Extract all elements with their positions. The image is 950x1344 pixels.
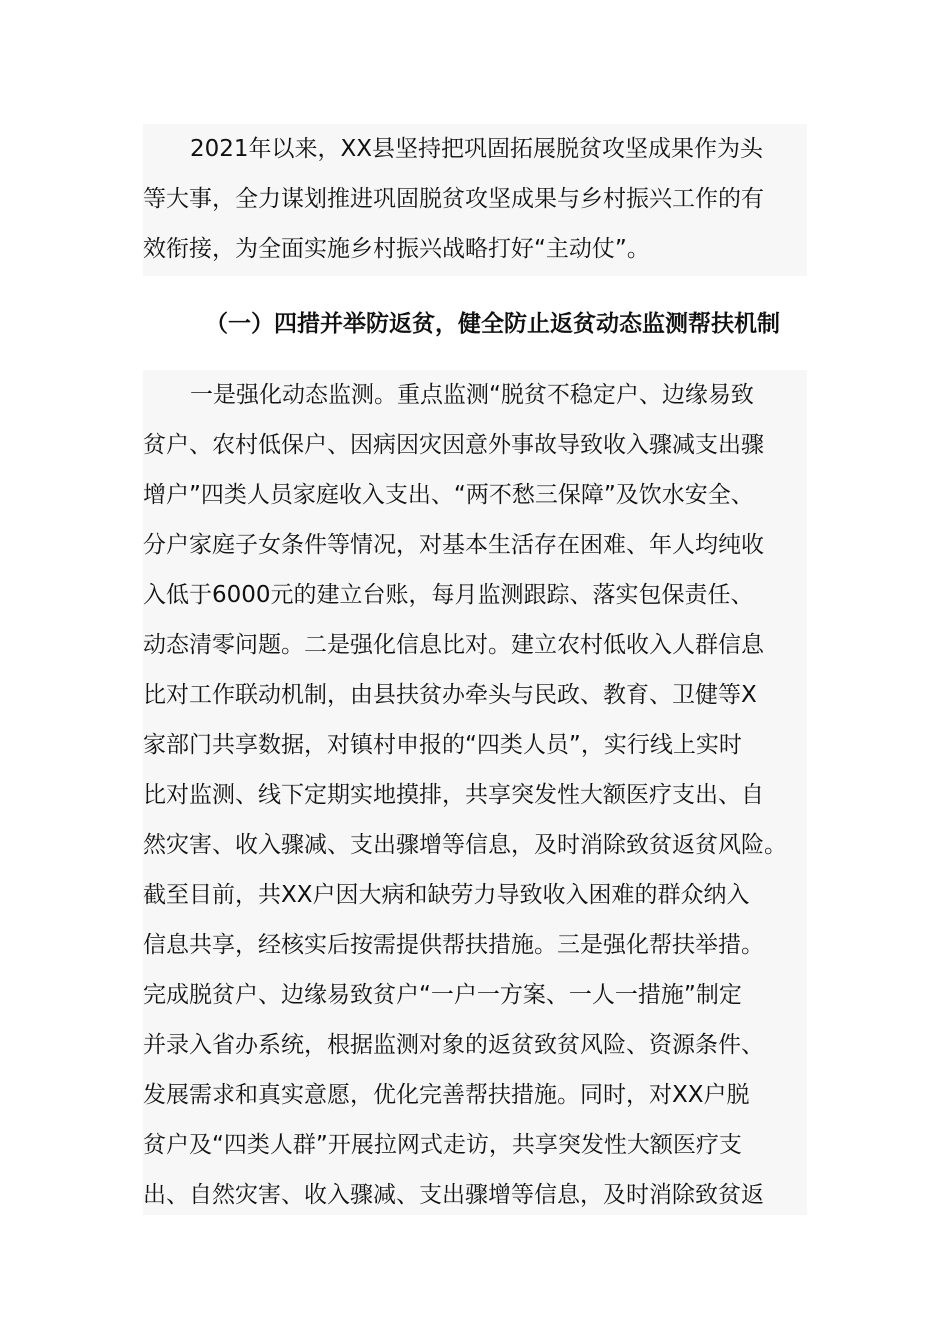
body-line: 入低于6000元的建立台账，每月监测跟踪、落实包保责任、	[143, 582, 754, 608]
intro-line: 效衔接，为全面实施乡村振兴战略打好“主动仗”。	[143, 236, 650, 262]
body-line: 然灾害、收入骤减、支出骤增等信息，及时消除致贫返贫风险。	[143, 832, 787, 858]
intro-line: 2021年以来，XX县坚持把巩固拓展脱贫攻坚成果作为头	[190, 136, 764, 162]
body-line: 贫户及“四类人群”开展拉网式走访，共享突发性大额医疗支	[143, 1132, 742, 1158]
body-line: 并录入省办系统，根据监测对象的返贫致贫风险、资源条件、	[143, 1032, 764, 1058]
body-paragraph	[143, 370, 807, 1215]
body-line: 增户”四类人员家庭收入支出、“两不愁三保障”及饮水安全、	[143, 482, 754, 508]
intro-paragraph	[143, 124, 807, 276]
body-line: 家部门共享数据，对镇村申报的“四类人员”，实行线上实时	[143, 732, 742, 758]
body-line: 发展需求和真实意愿，优化完善帮扶措施。同时，对XX户脱	[143, 1082, 750, 1108]
body-line: 分户家庭子女条件等情况，对基本生活存在困难、年人均纯收	[143, 532, 764, 558]
body-line: 截至目前，共XX户因大病和缺劳力导致收入困难的群众纳入	[143, 882, 750, 908]
body-line: 完成脱贫户、边缘易致贫户“一户一方案、一人一措施”制定	[143, 982, 742, 1008]
body-line: 贫户、农村低保户、因病因灾因意外事故导致收入骤减支出骤	[143, 432, 764, 458]
body-line: 比对监测、线下定期实地摸排，共享突发性大额医疗支出、自	[143, 782, 764, 808]
body-line: 动态清零问题。二是强化信息比对。建立农村低收入人群信息	[143, 632, 764, 658]
body-line: 比对工作联动机制，由县扶贫办牵头与民政、教育、卫健等X	[143, 682, 757, 708]
intro-line: 等大事，全力谋划推进巩固脱贫攻坚成果与乡村振兴工作的有	[143, 186, 764, 212]
body-line: 信息共享，经核实后按需提供帮扶措施。三是强化帮扶举措。	[143, 932, 764, 958]
section-heading: （一）四措并举防返贫，健全防止返贫动态监测帮扶机制	[205, 311, 780, 337]
body-line: 出、自然灾害、收入骤减、支出骤增等信息，及时消除致贫返	[143, 1182, 764, 1208]
body-line: 一是强化动态监测。重点监测“脱贫不稳定户、边缘易致	[190, 382, 754, 408]
